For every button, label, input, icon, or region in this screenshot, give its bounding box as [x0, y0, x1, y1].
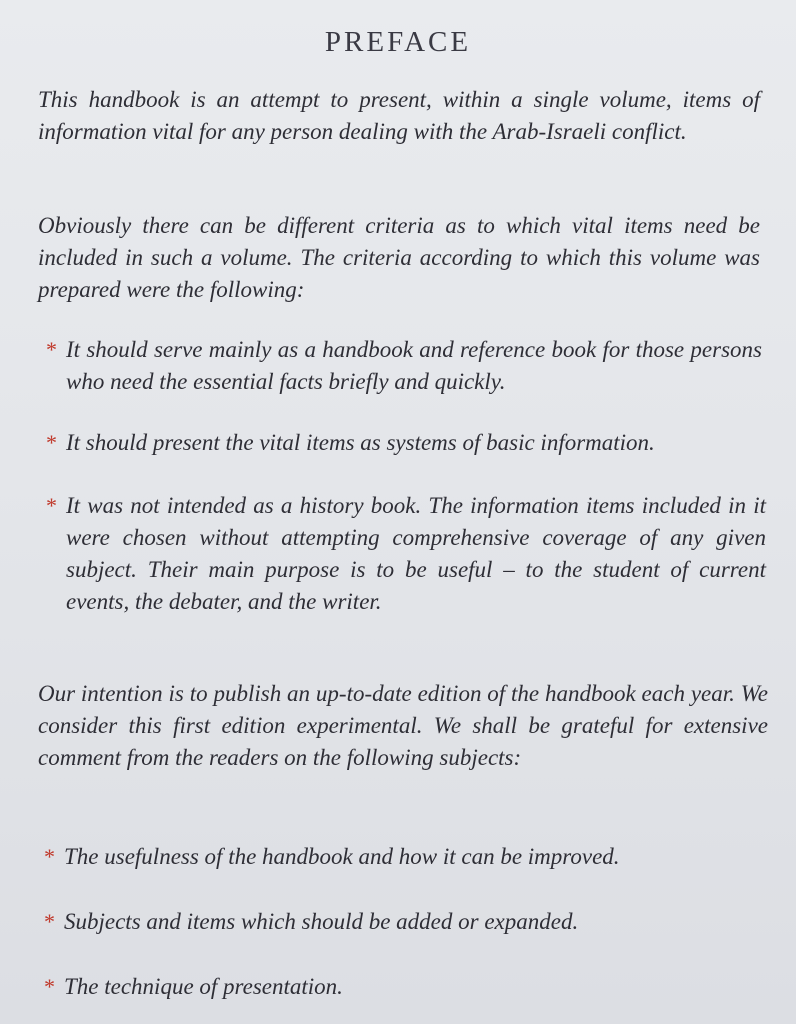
criteria-item: [46, 334, 762, 398]
asterisk-bullet-icon: *: [46, 337, 57, 362]
asterisk-bullet-icon: *: [46, 430, 57, 455]
subject-item: [44, 906, 764, 938]
subject-item: [44, 971, 764, 1003]
asterisk-bullet-icon: *: [44, 909, 55, 934]
asterisk-bullet-icon: *: [46, 493, 57, 518]
page-title: PREFACE: [324, 26, 472, 58]
criteria-item-text: It should present the vital items as systems of basic information.: [66, 430, 655, 455]
asterisk-bullet-icon: *: [44, 974, 55, 999]
intro-paragraph: This handbook is an attempt to present, within a single volume, items of information vital for any person dealing with the Arab-Israeli conflict.: [38, 87, 760, 144]
criteria-item: [46, 427, 766, 459]
subject-item: [44, 841, 764, 873]
subject-item-text: Subjects and items which should be added or expanded.: [64, 909, 579, 934]
subject-item-text: The technique of presentation.: [64, 974, 343, 999]
criteria-intro-paragraph: Obviously there can be different criteria as to which vital items need be included in such a volume. The criteria according to which this volume was prepared were the following:: [38, 213, 760, 302]
criteria-item-text: It was not intended as a history book. The information items included in it were chosen without attempting comprehensive coverage of any given subject. Their main purpose is to be useful – to the student of current events, the debater, and the writer.: [66, 493, 766, 614]
subject-item-text: The usefulness of the handbook and how it can be improved.: [64, 844, 620, 869]
criteria-item-text: It should serve mainly as a handbook and reference book for those persons who need the essential facts briefly and quickly.: [66, 337, 762, 394]
asterisk-bullet-icon: *: [44, 844, 55, 869]
intention-paragraph: Our intention is to publish an up-to-date edition of the handbook each year. We consider this first edition experimental. We shall be grateful for extensive comment from the readers on the following subjects:: [38, 681, 768, 770]
criteria-item: [46, 490, 766, 618]
